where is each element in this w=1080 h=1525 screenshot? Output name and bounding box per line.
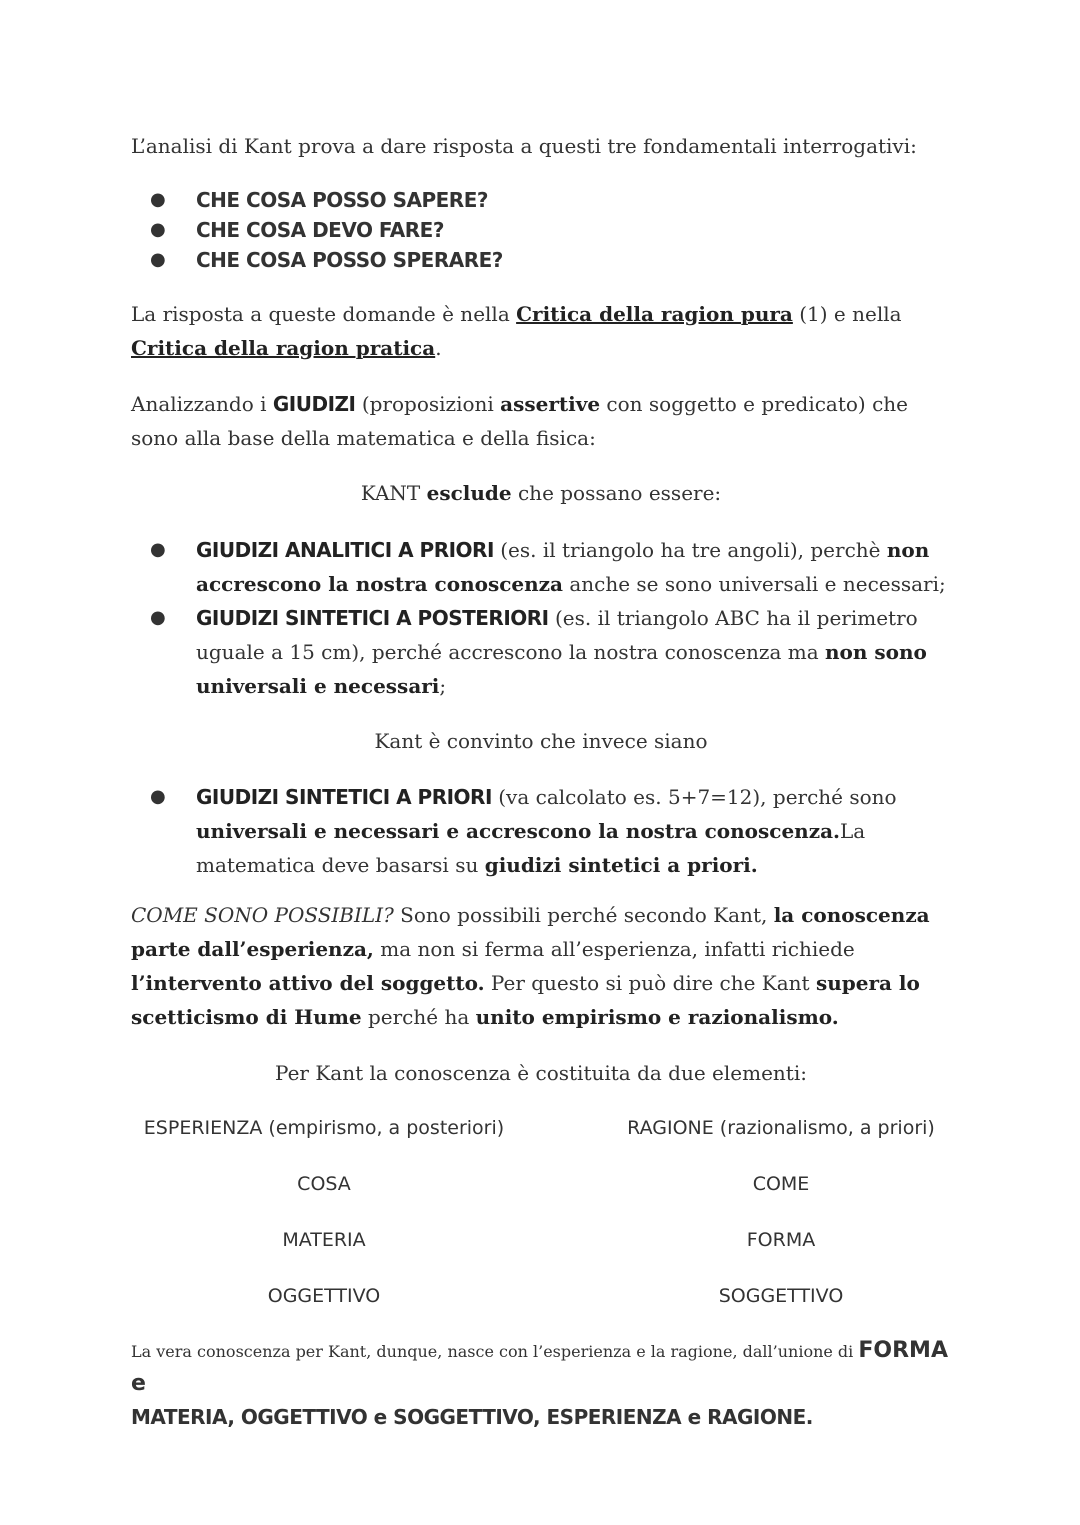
kant-convinced-heading: Kant è convinto che invece siano: [374, 729, 708, 753]
list-item: ● GIUDIZI SINTETICI A PRIORI (va calcolato es. 5+7=12), perché sono universali e necessari e accrescono la nostra conoscenza.La matematica deve basarsi su giudizi sintetici a priori.: [150, 780, 950, 882]
bullet-icon: ●: [150, 219, 166, 240]
critique-pure-reason-ref: Critica della ragion pura: [516, 302, 793, 326]
column-header: ESPERIENZA (empirismo, a posteriori): [143, 1117, 505, 1139]
column-item: FORMA: [746, 1229, 816, 1251]
column-item: COME: [752, 1173, 810, 1195]
reason-column: [576, 1113, 986, 1337]
critique-practical-reason-ref: Critica della ragion pratica: [131, 336, 436, 360]
kant-excludes-heading: KANT esclude che possano essere:: [360, 481, 722, 505]
column-item: COSA: [297, 1173, 351, 1195]
elements-heading: Per Kant la conoscenza è costituita da due elementi:: [275, 1061, 807, 1085]
list-item: ● CHE COSA DEVO FARE?: [150, 215, 950, 245]
experience-column: [119, 1113, 529, 1337]
bullet-icon: ●: [150, 539, 166, 560]
bullet-icon: ●: [150, 249, 166, 270]
bullet-icon: ●: [150, 786, 166, 807]
synthetic-judgments-list: [150, 780, 950, 882]
answer-paragraph: La risposta a queste domande è nella Critica della ragion pura (1) e nella Critica della ragion pratica.: [131, 302, 902, 360]
intro-paragraph: L’analisi di Kant prova a dare risposta a questi tre fondamentali interrogativi:: [131, 134, 917, 158]
bullet-icon: ●: [150, 607, 166, 628]
questions-list: [150, 185, 950, 275]
column-header: RAGIONE (razionalismo, a priori): [627, 1117, 935, 1139]
column-item: MATERIA: [282, 1229, 366, 1251]
list-item: ● GIUDIZI ANALITICI A PRIORI (es. il triangolo ha tre angoli), perchè non accrescono la nostra conoscenza anche se sono universali e necessari;: [150, 533, 950, 601]
bullet-icon: ●: [150, 189, 166, 210]
column-item: SOGGETTIVO: [718, 1285, 844, 1307]
conclusion-paragraph: La vera conoscenza per Kant, dunque, nasce con l’esperienza e la ragione, dall’unione di FORMA e MATERIA, OGGETTIVO e SOGGETTIVO, ESPERIENZA e RAGIONE.: [131, 1338, 948, 1429]
list-item: ● GIUDIZI SINTETICI A POSTERIORI (es. il triangolo ABC ha il perimetro uguale a 15 cm), perché accrescono la nostra conoscenza ma non sono universali e necessari;: [150, 601, 950, 703]
how-possible-paragraph: COME SONO POSSIBILI? Sono possibili perché secondo Kant, la conoscenza parte dall’esperienza, ma non si ferma all’esperienza, infatti richiede l’intervento attivo del soggetto. Per questo si può dire che Kant supera lo scetticismo di Hume perché ha unito empirismo e razionalismo.: [131, 903, 930, 1029]
list-item: ● CHE COSA POSSO SAPERE?: [150, 185, 950, 215]
column-item: OGGETTIVO: [267, 1285, 381, 1307]
judgments-paragraph: Analizzando i GIUDIZI (proposizioni assertive con soggetto e predicato) che sono alla base della matematica e della fisica:: [131, 392, 909, 450]
list-item: ● CHE COSA POSSO SPERARE?: [150, 245, 950, 275]
excluded-judgments-list: [150, 533, 950, 703]
